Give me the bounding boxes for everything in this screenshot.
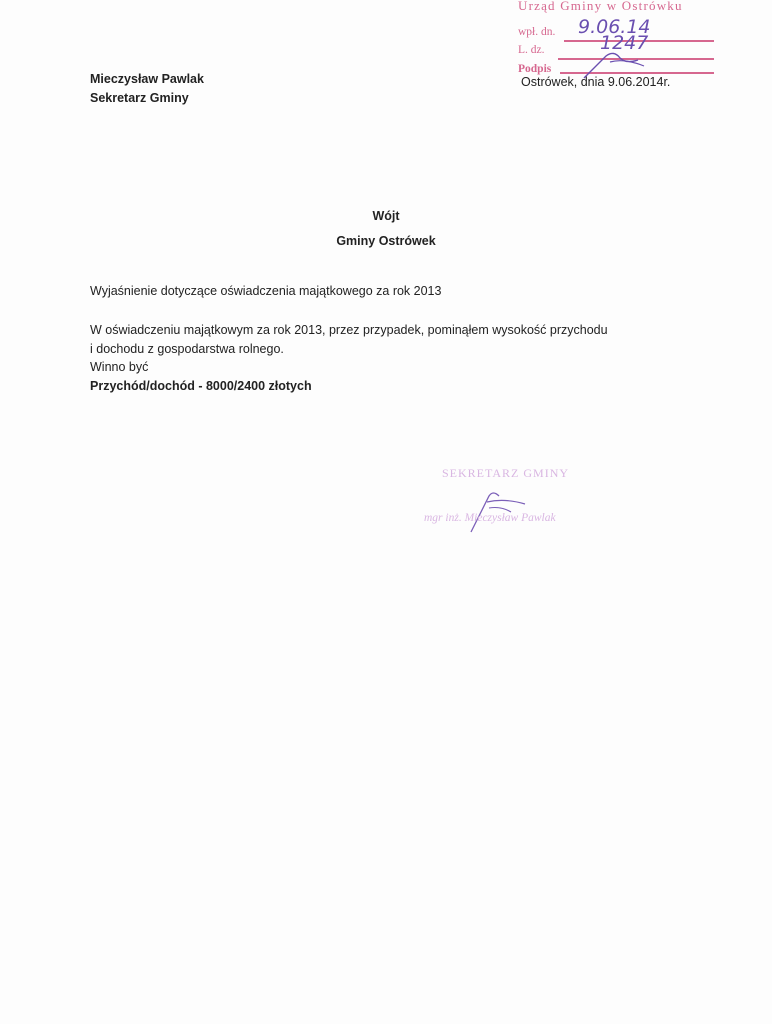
stamp-number-value: 1247 xyxy=(600,32,649,54)
recipient-line-1: Wójt xyxy=(372,209,400,223)
signature-stamp xyxy=(410,462,630,542)
stamp-signature-label: Podpis xyxy=(518,63,552,75)
signature-stamp-name: mgr inż. Mieczysław Pawlak xyxy=(424,512,556,524)
recipient-line-2: Gminy Ostrówek xyxy=(336,234,436,248)
registration-stamp xyxy=(514,0,754,80)
stamp-received-label: wpł. dn. xyxy=(518,26,556,38)
letter-subject: Wyjaśnienie dotyczące oświadczenia majątkowego za rok 2013 xyxy=(90,284,442,298)
stamp-title: Urząd Gminy w Ostrówku xyxy=(518,0,683,13)
sender-name: Mieczysław Pawlak xyxy=(90,72,204,86)
place-date: Ostrówek, dnia 9.06.2014r. xyxy=(521,75,671,89)
body-line-3: Winno być xyxy=(90,360,149,374)
body-line-4: Przychód/dochód - 8000/2400 złotych xyxy=(90,378,312,393)
signature-stamp-title: SEKRETARZ GMINY xyxy=(442,466,570,480)
sender-title: Sekretarz Gminy xyxy=(90,91,189,105)
body-line-2: i dochodu z gospodarstwa rolnego. xyxy=(90,341,284,356)
letter-body xyxy=(90,321,690,395)
stamp-signature-scribble xyxy=(514,0,754,80)
sender-block xyxy=(90,70,204,108)
recipient-block xyxy=(0,204,772,254)
body-line-1: W oświadczeniu majątkowym za rok 2013, przez przypadek, pominąłem wysokość przychodu xyxy=(90,323,608,337)
stamp-received-value: 9.06.14 xyxy=(578,16,651,38)
stamp-number-label: L. dz. xyxy=(518,44,545,56)
